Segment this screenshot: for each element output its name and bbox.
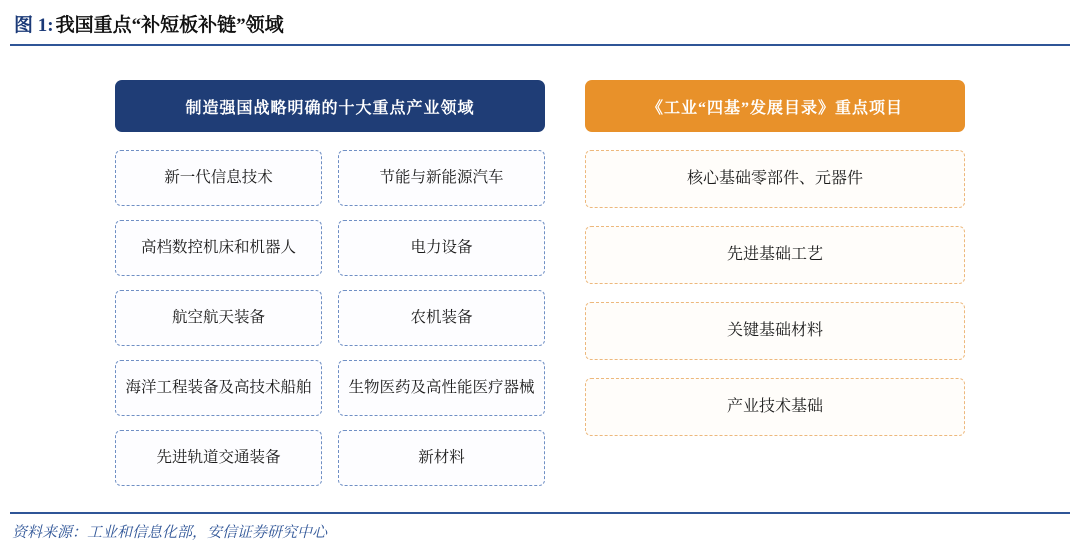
list-item: 新材料	[338, 430, 545, 486]
four-bases-items-list	[585, 150, 965, 436]
column-heading-manufacturing: 制造强国战略明确的十大重点产业领域	[115, 80, 545, 132]
figure-label: 图 1:	[14, 15, 54, 36]
manufacturing-items-grid	[115, 150, 545, 486]
list-item: 航空航天装备	[115, 290, 322, 346]
list-item: 农机装备	[338, 290, 545, 346]
list-item: 新一代信息技术	[115, 150, 322, 206]
list-item: 先进基础工艺	[585, 226, 965, 284]
diagram-body	[0, 60, 1080, 500]
header-divider	[10, 44, 1070, 46]
list-item: 关键基础材料	[585, 302, 965, 360]
list-item: 先进轨道交通装备	[115, 430, 322, 486]
list-item: 节能与新能源汽车	[338, 150, 545, 206]
list-item: 核心基础零部件、元器件	[585, 150, 965, 208]
column-heading-four-bases: 《工业“四基”发展目录》重点项目	[585, 80, 965, 132]
source-note: 资料来源：工业和信息化部，安信证券研究中心	[12, 525, 328, 541]
list-item: 海洋工程装备及高技术船舶	[115, 360, 322, 416]
figure-header	[0, 0, 1080, 45]
footer-divider	[10, 512, 1070, 514]
page-title: 我国重点“补短板补链”领域	[55, 15, 284, 36]
list-item: 高档数控机床和机器人	[115, 220, 322, 276]
column-manufacturing-strategy	[115, 80, 545, 500]
list-item: 生物医药及高性能医疗器械	[338, 360, 545, 416]
list-item: 电力设备	[338, 220, 545, 276]
column-four-bases-catalog	[585, 80, 965, 500]
list-item: 产业技术基础	[585, 378, 965, 436]
